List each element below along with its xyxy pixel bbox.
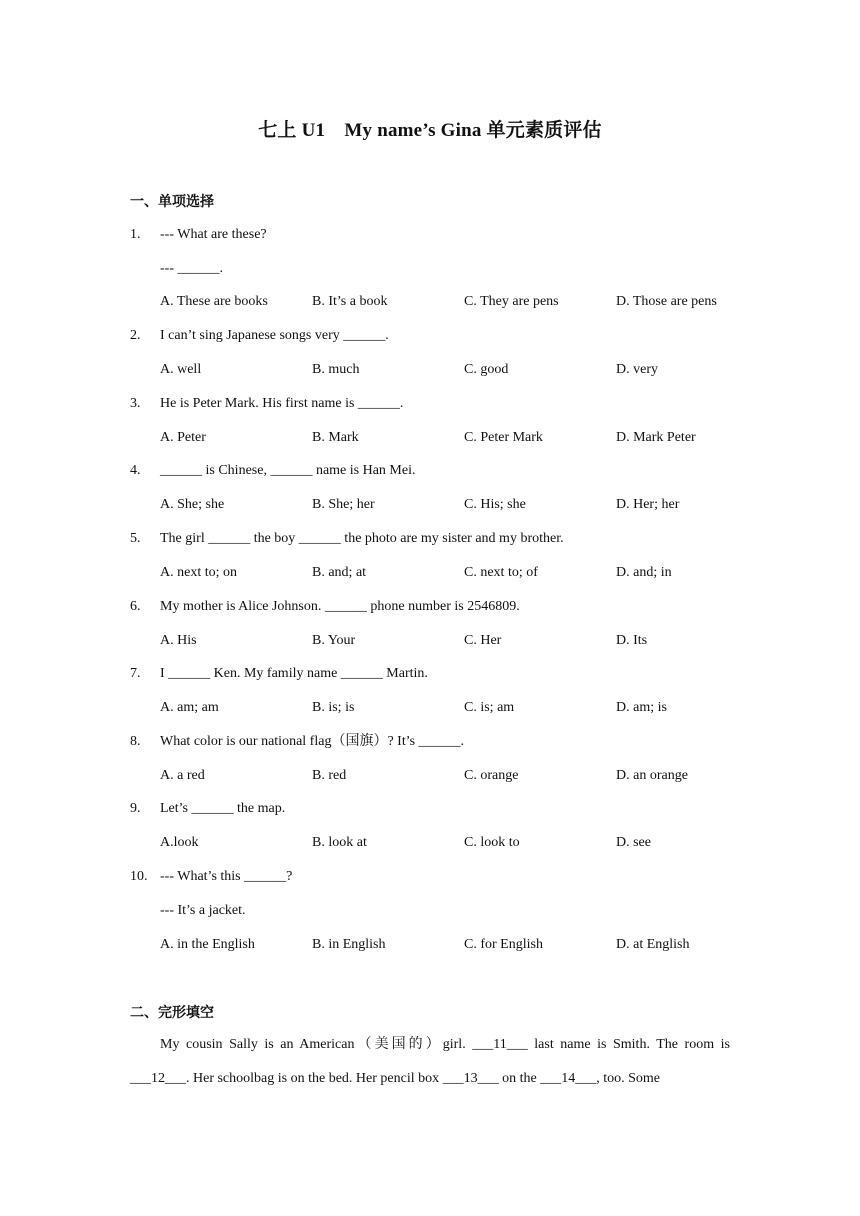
option-b: B. much: [312, 362, 360, 377]
option-c: C. Peter Mark: [464, 430, 543, 445]
option-c: C. They are pens: [464, 294, 559, 309]
question-9-options: [0, 833, 860, 853]
option-d: D. at English: [616, 937, 690, 952]
question-number: 5.: [130, 531, 141, 546]
question-number: 1.: [130, 227, 141, 242]
option-c: C. orange: [464, 768, 519, 783]
question-number: 3.: [130, 396, 141, 411]
option-c: C. look to: [464, 835, 520, 850]
question-8-line: [0, 732, 860, 752]
option-a: A. His: [160, 633, 197, 648]
question-8-options: [0, 766, 860, 786]
option-d: D. am; is: [616, 700, 667, 715]
question-text: My mother is Alice Johnson. ______ phone number is 2546809.: [160, 599, 520, 614]
option-b: B. It’s a book: [312, 294, 388, 309]
question-number: 6.: [130, 599, 141, 614]
question-3-options: [0, 428, 860, 448]
option-a: A. Peter: [160, 430, 206, 445]
option-b: B. red: [312, 768, 347, 783]
question-number: 9.: [130, 801, 141, 816]
option-c: C. His; she: [464, 497, 526, 512]
question-7-line: [0, 664, 860, 684]
option-a: A.look: [160, 835, 199, 850]
question-text: What color is our national flag（国旗）? It’s ______.: [160, 734, 465, 749]
option-d: D. Mark Peter: [616, 430, 696, 445]
option-c: C. good: [464, 362, 509, 377]
question-text: Let’s ______ the map.: [160, 801, 286, 816]
question-text: --- What’s this ______?: [160, 869, 293, 884]
question-5-options: [0, 563, 860, 583]
option-b: B. look at: [312, 835, 367, 850]
question-text: ______ is Chinese, ______ name is Han Mei.: [160, 463, 416, 478]
question-4-options: [0, 495, 860, 515]
option-b: B. is; is: [312, 700, 355, 715]
section-heading-cloze: 二、完形填空: [130, 1005, 214, 1021]
option-d: D. see: [616, 835, 651, 850]
option-c: C. is; am: [464, 700, 515, 715]
question-number: 8.: [130, 734, 141, 749]
option-b: B. Your: [312, 633, 356, 648]
question-number: 4.: [130, 463, 141, 478]
question-9-line: [0, 799, 860, 819]
question-1-line: [0, 259, 860, 279]
question-2-options: [0, 360, 860, 380]
option-a: A. a red: [160, 768, 205, 783]
question-number: 2.: [130, 328, 141, 343]
option-d: D. and; in: [616, 565, 672, 580]
option-c: C. for English: [464, 937, 543, 952]
question-text: I ______ Ken. My family name ______ Martin.: [160, 666, 428, 681]
option-c: C. Her: [464, 633, 502, 648]
section-heading-single-choice: 一、单项选择: [130, 194, 214, 210]
question-6-options: [0, 631, 860, 651]
option-b: B. and; at: [312, 565, 367, 580]
option-a: A. These are books: [160, 294, 268, 309]
question-7-options: [0, 698, 860, 718]
option-d: D. an orange: [616, 768, 688, 783]
question-1-line: [0, 225, 860, 245]
question-6-line: [0, 597, 860, 617]
question-3-line: [0, 394, 860, 414]
option-d: D. very: [616, 362, 658, 377]
option-b: B. She; her: [312, 497, 375, 512]
option-d: D. Those are pens: [616, 294, 717, 309]
page-title: 七上 U1 My name’s Gina 单元素质评估: [258, 120, 602, 141]
question-5-line: [0, 529, 860, 549]
option-b: B. Mark: [312, 430, 359, 445]
question-10-options: [0, 935, 860, 955]
question-text: The girl ______ the boy ______ the photo are my sister and my brother.: [160, 531, 564, 546]
question-number: 10.: [130, 869, 148, 884]
question-10-line: [0, 901, 860, 921]
option-a: A. am; am: [160, 700, 219, 715]
question-4-line: [0, 461, 860, 481]
option-a: A. in the English: [160, 937, 255, 952]
option-a: A. well: [160, 362, 202, 377]
question-text: He is Peter Mark. His first name is ______.: [160, 396, 404, 411]
option-a: A. next to; on: [160, 565, 237, 580]
option-b: B. in English: [312, 937, 386, 952]
question-number: 7.: [130, 666, 141, 681]
option-d: D. Her; her: [616, 497, 680, 512]
option-a: A. She; she: [160, 497, 225, 512]
question-10-line: [0, 867, 860, 887]
question-text: I can’t sing Japanese songs very ______.: [160, 328, 389, 343]
question-1-options: [0, 292, 860, 312]
option-c: C. next to; of: [464, 565, 538, 580]
question-2-line: [0, 326, 860, 346]
question-text: --- ______.: [160, 261, 223, 276]
option-d: D. Its: [616, 633, 648, 648]
question-text: --- What are these?: [160, 227, 267, 242]
question-text: --- It’s a jacket.: [160, 903, 246, 918]
cloze-text: My cousin Sally is an American（美国的）girl. ___11___ last name is Smith. The room is ___12___. Her schoolbag is on the bed. Her pencil box ___13___ on the ___14___, too. Some: [130, 1037, 730, 1086]
cloze-passage: [130, 1028, 730, 1096]
